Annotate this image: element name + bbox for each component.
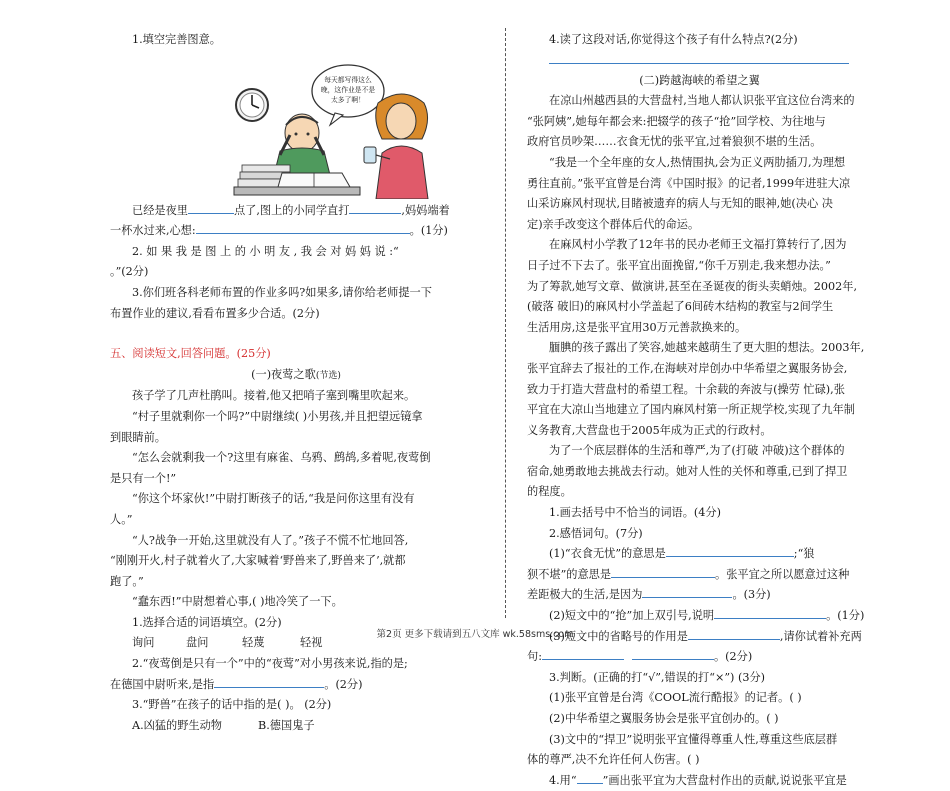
r-q2-text-a: (1)“衣食无忧”的意思是 [549,547,666,561]
blank-supplement-1[interactable] [542,647,624,660]
q1-fill-line-1 [110,201,482,222]
blank-quote-meaning[interactable] [714,606,826,619]
q2-line-2: 。”(2分) [110,265,149,279]
q3-line-1: 3.你们班各科老师布置的作业多吗?如果多,请你给老师提一下 [132,285,432,299]
r-q2-text-b: ;“狼 [793,547,815,561]
passage1-note: (节选) [315,370,341,381]
blank-nightingale-meaning[interactable] [214,675,324,688]
p1-line-7: 人。” [110,512,133,526]
p2-line-15: 致力于打造大营盘村的希望工程。十余载的奔波与(操劳 忙碌),张 [527,382,845,396]
r-q2: 2.感悟词句。(7分) [549,526,643,540]
p2-line-9: 日子过不下去了。张平宜出面挽留,“你千万别走,我来想办法。” [527,258,831,272]
column-divider [505,28,506,618]
r-q4b-text-a: 4.用“ [549,773,577,787]
p1-line-9: “刚刚开火,村子就着火了,大家喊着‘野兽来了,野兽来了’,就都 [110,554,406,568]
p2-line-1: 在凉山州越西县的大营盘村,当地人都认识张平宜这位台湾来的 [549,94,855,108]
p1-line-3: 到眼睛前。 [110,430,166,444]
p2-line-5: 勇往直前。”张平宜曾是台湾《中国时报》的记者,1999年进驻大凉 [527,176,851,190]
passage2-title: (二)跨越海峡的希望之翼 [639,73,760,87]
p2-line-3: 政府官员吵架……衣食无忧的张平宜,过着狼狈不堪的生活。 [527,135,822,149]
q1-text-part-c: ,妈妈端着 [401,203,450,217]
q1-fill-line-2 [110,221,482,242]
blank-hour[interactable] [188,201,234,214]
bubble-line-2: 晚，这作业是不是 [320,85,376,94]
p2-line-7: 定)亲手改变这个群体后代的命运。 [527,217,700,231]
r-q2-text-g: (2)短文中的“抢”加上双引号,说明 [549,609,715,623]
option-a: A.凶猛的野生动物 [132,718,222,732]
blank-reason[interactable] [642,585,732,598]
r-q2-text-i: (3)短文中的省略号的作用是 [549,629,688,643]
sub-q3: 3.“野兽”在孩子的话中指的是( )。 (2分) [132,698,332,712]
p1-line-5: 是只有一个!” [110,471,177,485]
r-q2-text-k: 句: [527,650,542,664]
r-q2-line-6 [527,647,872,668]
r-q2-line-4 [527,606,872,627]
sub-q2-score: 。(2分) [324,677,363,691]
blank-supplement-2[interactable] [632,647,714,660]
sub-q1: 1.选择合适的词语填空。(2分) [132,615,282,629]
r-q2-text-d: 。张平宜之所以愿意过这种 [715,567,850,581]
passage1-heading [110,365,482,387]
sub-q3-options [110,716,482,737]
underline-sample [577,771,603,784]
sub-q2-line-1: 2.“夜莺倒是只有一个”中的“夜莺”对小男孩来说,指的是; [132,657,408,671]
r-q1: 1.画去括号中不恰当的词语。(4分) [549,506,721,520]
r-q4: 4.读了这段对话,你觉得这个孩子有什么特点?(2分) [549,33,798,46]
blank-mother-thought[interactable] [196,221,410,234]
right-column [527,30,872,791]
judge-1: (1)张平宜曾是台湾《COOL流行酷报》的记者。( ) [549,691,802,705]
r-q2-text-c: 狈不堪”的意思是 [527,567,612,581]
q1-text-part-d: 一杯水过来,心想: [110,224,196,238]
p1-line-8: “人?战争一开始,这里就没有人了。”孩子不慌不忙地回答, [132,533,409,547]
p2-line-19: 宿命,她勇敢地去挑战去行动。她对人性的关怀和尊重,已到了捍卫 [527,464,848,478]
p1-line-4: “怎么会就剩我一个?这里有麻雀、乌鸦、鹧鸪,多着呢,夜莺倒 [132,451,431,465]
word-choice: 轻视 [300,636,323,650]
r-q4-answer-line [527,51,872,71]
p1-line-2: “村子里就剩你一个吗?”中尉继续( )小男孩,并且把望远镜拿 [132,409,423,423]
q2-line-1: 2. 如 果 我 是 图 上 的 小 明 友 , 我 会 对 妈 妈 说 :“ [132,244,399,258]
passage1-title: (一)夜莺之歌 [251,367,316,381]
judge-3-cont: 体的尊严,决不允许任何人伤害。( ) [527,753,700,767]
r-q3: 3.判断。(正确的打“√”,错误的打“×”) (3分) [549,670,765,684]
p2-line-16: 平宜在大凉山当地建立了国内麻风村第一所正规学校,实现了九年制 [527,403,855,417]
p2-line-6: 山采访麻风村现状,目睹被遗弃的病人与无知的眼神,她(决心 决 [527,197,833,211]
bubble-line-1: 每天都写得这么 [324,75,372,84]
r-q2-text-j: ,请你试着补充两 [779,629,862,643]
p2-line-14: 张平宜辞去了报社的工作,在海峡对岸创办中华希望之翼服务协会, [527,361,848,375]
homework-illustration [110,55,482,199]
p2-line-8: 在麻风村小学教了12年书的民办老师王文福打算转行了,因为 [549,238,847,252]
q1-text-part-e: 。(1分) [409,224,448,238]
word-choice: 轻蔑 [242,636,265,650]
illustration-svg [110,55,482,199]
q3-line-2: 布置作业的建议,看看布置多少合适。(2分) [110,306,320,320]
blank-yawn[interactable] [349,201,401,214]
r-q2-text-e: 差距极大的生活,是因为 [527,588,643,602]
r-q4b [527,771,872,791]
p1-line-10: 跑了。” [110,574,144,588]
page-footer: 第2页 更多下载请到五八文库 wk.58sms.com [376,629,574,640]
p2-line-10: 为了筹款,她写文章、做演讲,甚至在圣诞夜的街头卖蛸烛。2002年, [527,279,858,293]
bubble-line-3: 太多了啊！ [331,95,365,104]
blank-yishi-wuyou[interactable] [666,544,794,557]
r-q2-text-h: 。(1分) [826,609,865,623]
word-choice: 盘问 [186,636,209,650]
p1-line-6: “你这个坏家伙!”中尉打断孩子的话,“我是问你这里有没有 [132,492,415,506]
p2-line-2: “张阿姨”,她每年都会来:把辍学的孩子“抢”回学校、为往地与 [527,114,826,128]
r-q2-line-2 [527,565,872,586]
r-q2-text-f: 。(3分) [732,588,771,602]
word-choice: 询问 [132,636,155,650]
blank-child-traits[interactable] [549,51,849,64]
judge-2: (2)中华希望之翼服务协会是张平宜创办的。( ) [549,712,779,725]
r-q2-line-3 [527,585,872,606]
q1-title: 1.填空完善图意。 [132,33,221,46]
p2-line-4: “我是一个全年座的女人,热情围执,会为正义两肋插刀,为理想 [549,155,846,169]
section5-title: 五、阅读短文,回答问题。(25分) [110,347,271,361]
p2-line-17: 义务教育,大营盘也于2005年成为正式的行政村。 [527,423,772,437]
p1-line-11: “蠢东西!”中尉想着心事,( )地冷笑了一下。 [132,595,343,609]
p2-line-11: (破落 破旧)的麻风村小学盖起了6间砖木结构的教室与2间学生 [527,300,834,314]
option-b: B.德国鬼子 [258,718,315,732]
sub-q2-text: 在德国中尉听来,是指 [110,677,215,691]
p1-line-1: 孩子学了几声杜鹃叫。接着,他又把哨子塞到嘴里吹起来。 [132,389,416,403]
q1-text-part-a: 已经是夜里 [132,203,188,217]
p2-line-18: 为了一个底层群体的生活和尊严,为了(打破 冲破)这个群体的 [549,444,845,458]
blank-langbei-bukan[interactable] [611,565,715,578]
p2-line-12: 生活用房,这是张平宜用30万元善款换来的。 [527,320,747,334]
r-q4b-text-b: ”画出张平宜为大营盘村作出的贡献,说说张平宜是 [602,773,847,787]
r-q2-text-l: 。(2分) [713,650,753,664]
sub-q2-line-2 [110,675,482,696]
wall-clock-icon [236,89,268,121]
p2-line-20: 的程度。 [527,485,572,499]
judge-3: (3)文中的“捍卫”说明张平宜懂得尊重人性,尊重这些底层群 [549,732,838,746]
r-q2-line-1 [527,544,872,565]
q1-text-part-b: 点了,图上的小同学直打 [233,203,350,217]
p2-line-13: 腼腆的孩子露出了笑容,她越来越萌生了更大胆的想法。2003年, [549,341,865,355]
speech-bubble [312,65,384,125]
